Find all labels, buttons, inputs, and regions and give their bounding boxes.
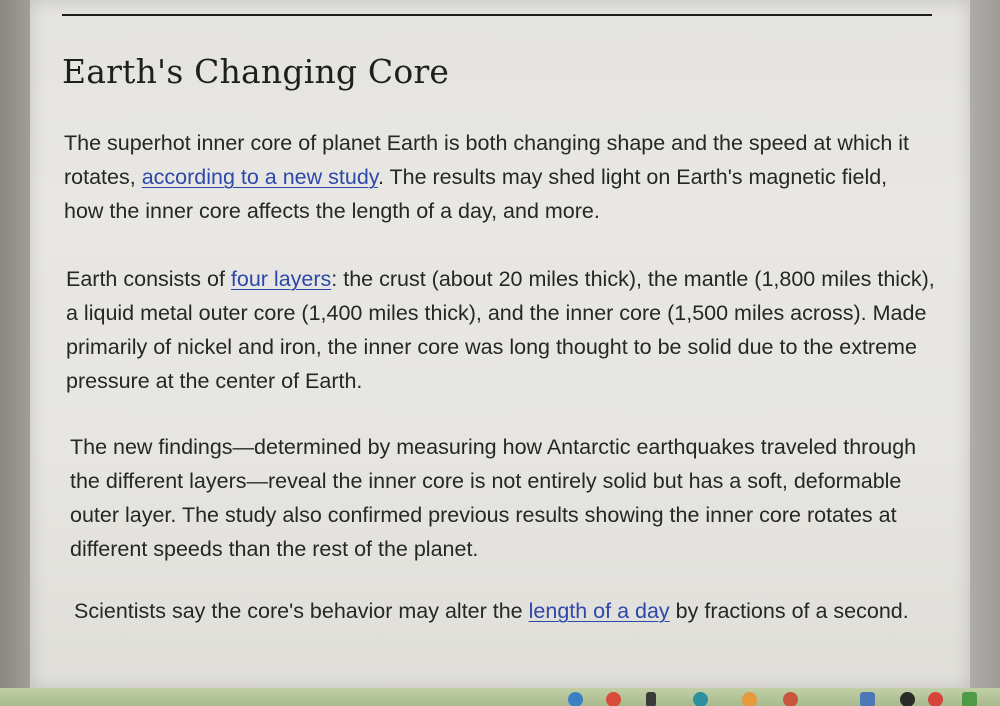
orange-circle-icon[interactable] [742, 692, 757, 706]
paragraph-intro [64, 126, 924, 228]
red-circle-icon-2[interactable] [928, 692, 943, 706]
teal-circle-icon[interactable] [693, 692, 708, 706]
article-page [30, 0, 970, 690]
paragraph-intro-text-start: The superhot inner core of planet Earth is both changing shape and the speed at which it rotates, [64, 131, 910, 189]
paragraph-layers-text-start: Earth consists of [66, 267, 231, 291]
paragraph-layers-text-end: : the crust (about 20 miles thick), the mantle (1,800 miles thick), a liquid metal outer core (1,400 miles thick), and the inner core (1,500 miles across). Made primarily of nickel and iron, the inner core was long thought to be solid due to the extreme pressure at the center of Earth. [66, 267, 935, 393]
dark-app-icon[interactable] [646, 692, 656, 706]
green-app-icon[interactable] [962, 692, 977, 706]
link-four-layers[interactable]: four layers [230, 267, 332, 291]
section-divider [62, 14, 932, 16]
blue-circle-icon[interactable] [568, 692, 583, 706]
taskbar [0, 688, 1000, 706]
paragraph-findings: The new findings—determined by measuring how Antarctic earthquakes traveled through the different layers—reveal the inner core is not entirely solid but has a soft, deformable outer layer. The study also confirmed previous results showing the inner core rotates at different speeds than the rest of the planet. [70, 435, 917, 561]
blue-square-icon[interactable] [860, 692, 875, 706]
paragraph-day-length-text-end: by fractions of a second. [669, 599, 909, 623]
link-new-study[interactable]: according to a new study [141, 165, 378, 189]
paragraph-intro-text-end: . The results may shed light on Earth's magnetic field, how the inner core affects the length of a day, and more. [64, 165, 888, 223]
article-title: Earth's Changing Core [62, 52, 450, 91]
link-length-of-day[interactable]: length of a day [528, 599, 670, 623]
red-app-icon[interactable] [783, 692, 798, 706]
paragraph-day-length-text-start: Scientists say the core's behavior may alter the [74, 599, 529, 623]
paragraph-day-length [74, 594, 944, 628]
paragraph-layers [66, 262, 936, 398]
dark-circle-icon[interactable] [900, 692, 915, 706]
red-circle-icon[interactable] [606, 692, 621, 706]
